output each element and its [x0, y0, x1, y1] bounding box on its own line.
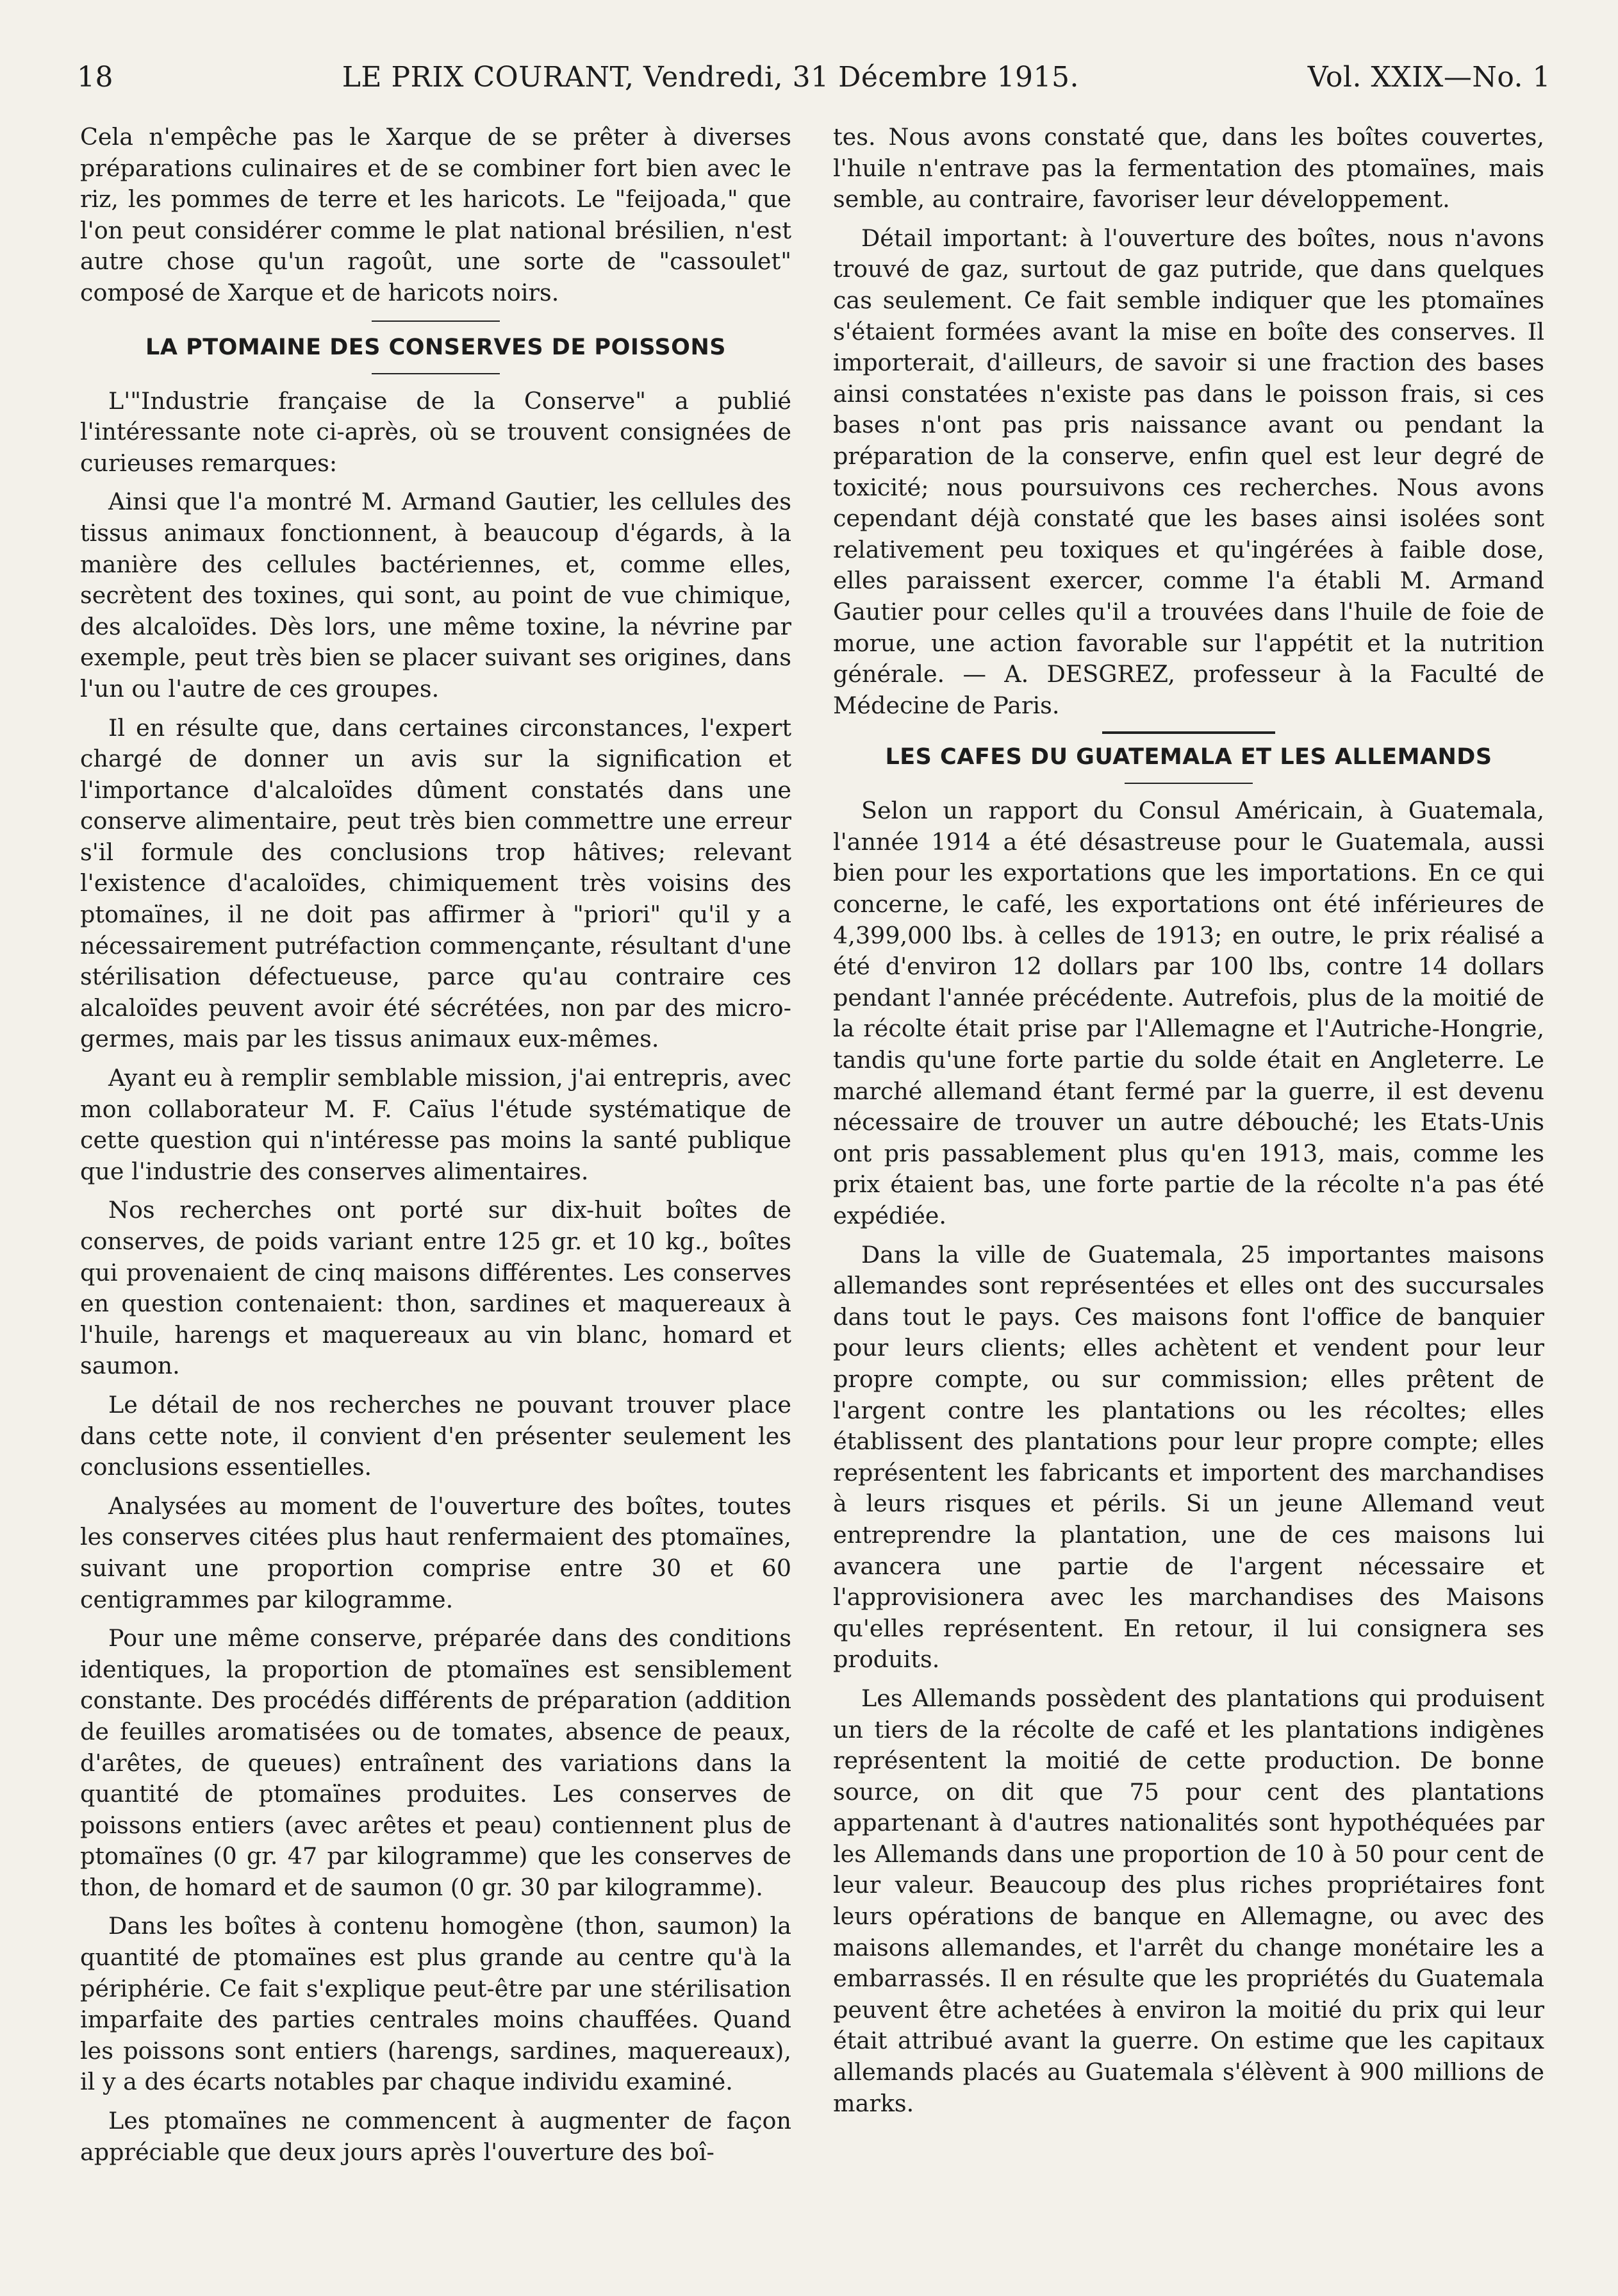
divider	[1102, 731, 1275, 734]
divider	[372, 320, 500, 322]
divider	[1125, 783, 1253, 784]
page-number: 18	[77, 60, 113, 94]
paragraph: Ainsi que l'a montré M. Armand Gautier, les cellules des tissus animaux fonctionnent, à beaucoup d'égards, à la manière des cellules bactériennes, et, comme elles, secrètent des toxines, qui sont, au point de vue chimique, des alcaloïdes. Dès lors, une même toxine, la névrine par exemple, peut très bien se placer suivant ses origines, dans l'un ou l'autre de ces groupes.	[80, 488, 791, 703]
page-header	[77, 51, 1551, 103]
paragraph: Analysées au moment de l'ouverture des boîtes, toutes les conserves citées plus haut renfermaient des ptomaïnes, suivant une proportion comprise entre 30 et 60 centigrammes par kilogramme.	[80, 1492, 791, 1613]
paragraph: Dans la ville de Guatemala, 25 importantes maisons allemandes sont représentées et elles ont des succursales dans tout le pays. Ces maisons font l'office de banquier pour leurs clients; elles achètent et vendent pour leur propre compte, ou sur commission; elles prêtent de l'argent contre les plantations ou les récoltes; elles établissent des plantations pour leur propre compte; elles représentent les fabricants et importent des marchandises à leurs risques et périls. Si un jeune Allemand veut entreprendre la plantation, une de ces maisons lui avancera une partie de l'argent nécessaire et l'approvisionera avec les marchandises des Maisons qu'elles représentent. En retour, il lui consignera ses produits.	[833, 1240, 1544, 1674]
paragraph: Il en résulte que, dans certaines circonstances, l'expert chargé de donner un avis sur la signification et l'importance d'alcaloïdes dûment constatés dans une conserve alimentaire, peut très bien commettre une erreur s'il formule des conclusions trop hâtives; relevant l'existence d'acaloïdes, chimiquement très voisins des ptomaïnes, il ne doit pas affirmer à "priori" qu'il y a nécessairement putréfaction commençante, résultant d'une stérilisation défectueuse, parce qu'au contraire ces alcaloïdes peuvent avoir été sécrétées, non par des micro-germes, mais par les tissus animaux eux-mêmes.	[80, 713, 791, 1053]
paragraph: Nos recherches ont porté sur dix-huit boîtes de conserves, de poids variant entre 125 gr. et 10 kg., boîtes qui provenaient de cinq maisons différentes. Les conserves en question contenaient: thon, sardines et maquereaux à l'huile, harengs et maquereaux au vin blanc, homard et saumon.	[80, 1196, 791, 1380]
paragraph: Dans les boîtes à contenu homogène (thon, saumon) la quantité de ptomaïnes est plus grande au centre qu'à la périphérie. Ce fait s'explique peut-être par une stérilisation imparfaite des parties centrales moins chauffées. Quand les poissons sont entiers (harengs, sardines, maquereaux), il y a des écarts notables par chaque individu examiné.	[80, 1912, 791, 2096]
paragraph: Le détail de nos recherches ne pouvant trouver place dans cette note, il convient d'en présenter seulement les conclusions essentielles.	[80, 1390, 791, 1481]
intro-paragraph: Cela n'empêche pas le Xarque de se prêter à diverses préparations culinaires et de se combiner fort bien avec le riz, les pommes de terre et les haricots. Le "feijoada," que l'on peut considérer comme le plat national brésilien, n'est autre chose qu'un ragoût, une sorte de "cassoulet" composé de Xarque et de haricots noirs.	[80, 123, 791, 306]
right-column	[833, 122, 1544, 2127]
continuation-paragraph: tes. Nous avons constaté que, dans les boîtes couvertes, l'huile n'entrave pas la fermentation des ptomaïnes, mais semble, au contraire, favoriser leur développement.	[833, 123, 1544, 213]
left-column	[80, 122, 791, 2175]
paragraph: Selon un rapport du Consul Américain, à Guatemala, l'année 1914 a été désastreuse pour le Guatemala, aussi bien pour les exportations que les importations. En ce qui concerne, le café, les exportations ont été inférieures de 4,399,000 lbs. à celles de 1913; en outre, le prix réalisé a été d'environ 12 dollars par 100 lbs, contre 14 dollars pendant l'année précédente. Autrefois, plus de la moitié de la récolte était prise par l'Allemagne et l'Autriche-Hongrie, tandis qu'une forte partie du solde était en Angleterre. Le marché allemand étant fermé par la guerre, il est devenu nécessaire de trouver un autre débouché; les Etats-Unis ont pris passablement plus qu'en 1913, mais, comme les prix étaient bas, une forte partie de la récolte n'a pas été expédiée.	[833, 797, 1544, 1229]
article-title: LES CAFES DU GUATEMALA ET LES ALLEMANDS	[885, 744, 1492, 770]
paragraph: Les Allemands possèdent des plantations qui produisent un tiers de la récolte de café et les plantations indigènes représentent la moitié de cette production. De bonne source, on dit que 75 pour cent des plantations appartenant à d'autres nationalités sont hypothéquées par les Allemands dans une proportion de 10 à 50 pour cent de leur valeur. Beaucoup des plus riches propriétaires font leurs opérations de banque en Allemagne, ou avec des maisons allemandes, et l'arrêt du change monétaire les a embarrassés. Il en résulte que les propriétés du Guatemala peuvent être achetées à environ la moitié du prix qui leur était attribué avant la guerre. On estime que les capitaux allemands placés au Guatemala s'élèvent à 900 millions de marks.	[833, 1684, 1544, 2117]
paragraph: L'"Industrie française de la Conserve" a publié l'intéressante note ci-après, où se trouvent consignées de curieuses remarques:	[80, 387, 791, 477]
paragraph: Détail important: à l'ouverture des boîtes, nous n'avons trouvé de gaz, surtout de gaz putride, que dans quelques cas seulement. Ce fait semble indiquer que les ptomaïnes s'étaient formées avant la mise en boîte des conserves. Il importerait, d'ailleurs, de savoir si une fraction des bases ainsi constatées n'existe pas dans le poisson frais, si ces bases n'ont pas pris naissance avant ou pendant la préparation de la conserve, enfin quel est leur degré de toxicité; nous poursuivons ces recherches. Nous avons cependant déjà constaté que les bases ainsi isolées sont relativement peu toxiques et qu'ingérées à faible dose, elles paraissent exercer, comme l'a établi M. Armand Gautier pour celles qu'il a trouvées dans l'huile de foie de morue, une action favorable sur l'appétit et la nutrition générale. — A. DESGREZ, professeur à la Faculté de Médecine de Paris.	[833, 224, 1544, 719]
divider	[372, 373, 500, 374]
publication-title: LE PRIX COURANT, Vendredi, 31 Décembre 1915.	[342, 60, 1079, 94]
paragraph: Pour une même conserve, préparée dans des conditions identiques, la proportion de ptomaïnes est sensiblement constante. Des procédés différents de préparation (addition de feuilles aromatisées ou de tomates, absence de peaux, d'arêtes, de queues) entraînent des variations dans la quantité de ptomaïnes produites. Les conserves de poissons entiers (avec arêtes et peau) contiennent plus de ptomaïnes (0 gr. 47 par kilogramme) que les conserves de thon, de homard et de saumon (0 gr. 30 par kilogramme).	[80, 1624, 791, 1901]
article-title: LA PTOMAINE DES CONSERVES DE POISSONS	[145, 334, 726, 360]
paragraph: Les ptomaïnes ne commencent à augmenter de façon appréciable que deux jours après l'ouverture des boî-	[80, 2107, 791, 2166]
volume-number: Vol. XXIX—No. 1	[1307, 60, 1551, 94]
paragraph: Ayant eu à remplir semblable mission, j'ai entrepris, avec mon collaborateur M. F. Caïus l'étude systématique de cette question qui n'intéresse pas moins la santé publique que l'industrie des conserves alimentaires.	[80, 1064, 791, 1185]
